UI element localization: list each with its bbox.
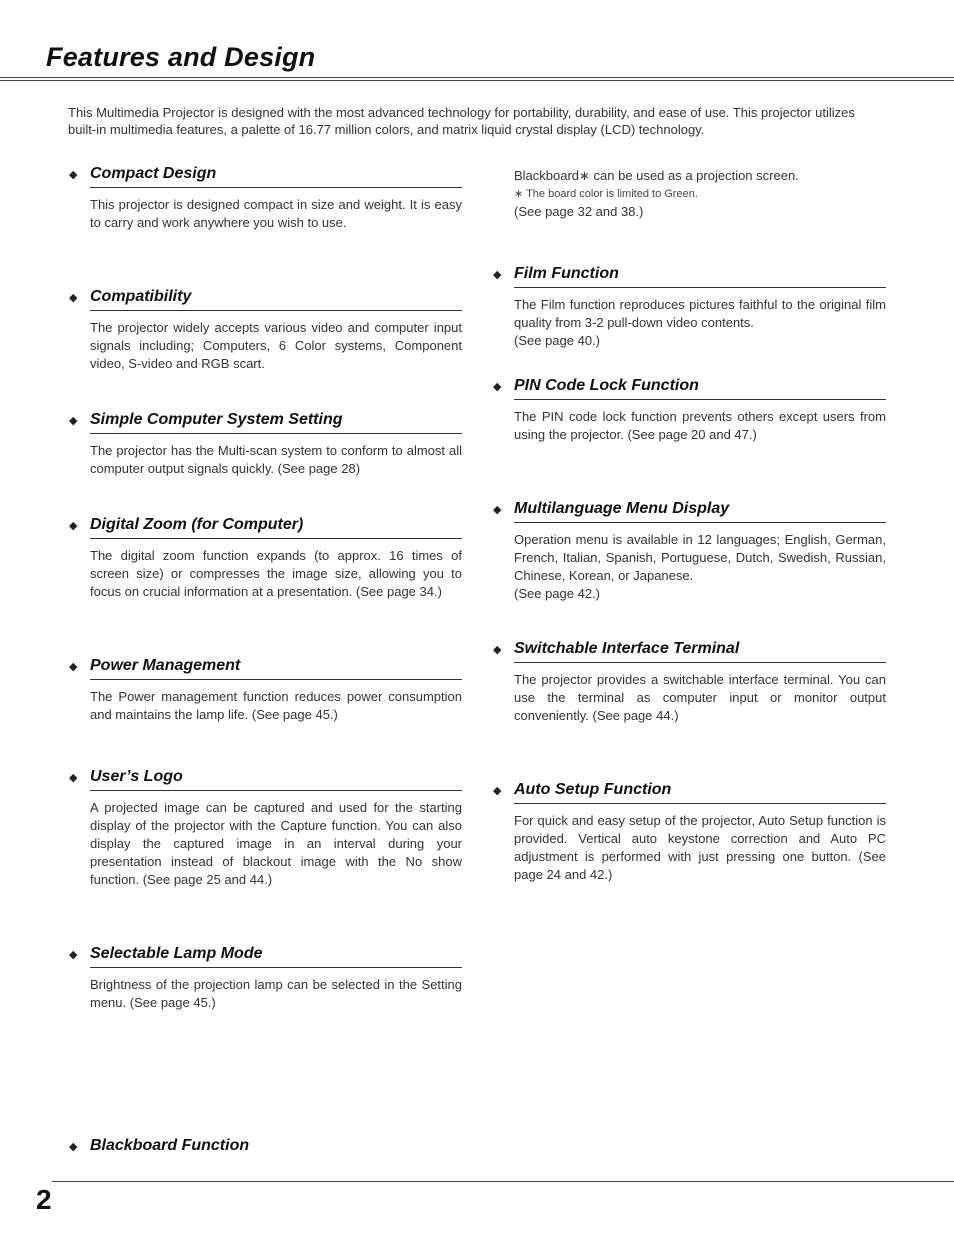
title-rule	[0, 77, 954, 78]
section-heading	[69, 657, 462, 680]
section-title: PIN Code Lock Function	[514, 377, 699, 394]
title-rule-double	[0, 80, 954, 81]
intro-paragraph: This Multimedia Projector is designed with the most advanced technology for portability, durability, and ease of use. This projector utilizes built-in multimedia features, a palette of 16.77 million colors, and matrix liquid crystal display (LCD) technology.	[68, 105, 855, 137]
section-body	[514, 296, 886, 350]
section-text: Operation menu is available in 12 languages; English, German, French, Italian, Spanish, Portuguese, Dutch, Swedish, Russian, Chinese, Korean, or Japanese.	[514, 532, 886, 583]
section-multilanguage-menu	[493, 500, 886, 603]
section-title: Blackboard Function	[90, 1137, 250, 1154]
section-title: Auto Setup Function	[514, 781, 672, 798]
section-title: User’s Logo	[90, 768, 183, 785]
bullet-diamond-icon: ◆	[69, 520, 78, 532]
page-number: 2	[36, 1184, 52, 1215]
section-body: The PIN code lock function prevents others except users from using the projector. (See page 20 and 47.)	[514, 409, 886, 442]
section-heading	[69, 945, 462, 968]
section-body: The projector has the Multi-scan system to conform to almost all computer output signals quickly. (See page 28)	[90, 443, 462, 476]
section-auto-setup	[493, 781, 886, 884]
section-reference: (See page 40.)	[514, 333, 601, 348]
section-power-management	[69, 657, 462, 724]
section-title: Film Function	[514, 265, 619, 282]
section-heading	[69, 411, 462, 434]
section-body: This projector is designed compact in size and weight. It is easy to carry and work anywhere you wish to use.	[90, 197, 462, 230]
section-film-function	[493, 265, 886, 350]
section-heading	[69, 165, 462, 188]
section-heading	[493, 265, 886, 288]
bullet-diamond-icon: ◆	[493, 644, 502, 656]
bullet-diamond-icon: ◆	[493, 381, 502, 393]
section-reference: (See page 42.)	[514, 586, 601, 601]
bullet-diamond-icon: ◆	[493, 269, 502, 281]
section-title: Simple Computer System Setting	[90, 411, 343, 428]
section-switchable-interface	[493, 640, 886, 725]
bullet-diamond-icon: ◆	[493, 785, 502, 797]
section-simple-computer-system-setting	[69, 411, 462, 478]
section-title: Multilanguage Menu Display	[514, 500, 730, 517]
section-title: Digital Zoom (for Computer)	[90, 516, 304, 533]
section-compact-design	[69, 165, 462, 232]
blackboard-reference: (See page 32 and 38.)	[514, 204, 644, 219]
section-pin-code-lock	[493, 377, 886, 444]
section-title: Compact Design	[90, 165, 217, 182]
section-body: The projector provides a switchable interface terminal. You can use the terminal as computer input or monitor output conveniently. (See page 44.)	[514, 672, 886, 723]
section-body: For quick and easy setup of the projector, Auto Setup function is provided. Vertical auto keystone correction and Auto PC adjustment is performed with just pressing one button. (See page 24 and 42.)	[514, 813, 886, 882]
section-heading	[69, 768, 462, 791]
page-title: Features and Design	[46, 42, 316, 72]
section-text: The Film function reproduces pictures faithful to the original film quality from 3-2 pull-down video contents.	[514, 297, 886, 330]
section-heading	[69, 1137, 462, 1159]
section-heading	[69, 516, 462, 539]
blackboard-note: ∗ The board color is limited to Green.	[514, 188, 698, 200]
section-body: The digital zoom function expands (to approx. 16 times of screen size) or compresses the image size, allowing you to focus on crucial information at a presentation. (See page 34.)	[90, 548, 462, 599]
bullet-diamond-icon: ◆	[493, 504, 502, 516]
blackboard-text: Blackboard∗ can be used as a projection screen.	[514, 168, 799, 183]
section-heading	[493, 640, 886, 663]
section-compatibility	[69, 288, 462, 373]
section-title: Switchable Interface Terminal	[514, 640, 740, 657]
section-body	[514, 531, 886, 603]
section-heading	[69, 288, 462, 311]
section-digital-zoom	[69, 516, 462, 601]
section-title: Selectable Lamp Mode	[90, 945, 263, 962]
bullet-diamond-icon: ◆	[69, 1141, 78, 1153]
section-body: The Power management function reduces power consumption and maintains the lamp life. (See page 45.)	[90, 689, 462, 722]
footer-rule	[52, 1181, 954, 1182]
section-users-logo	[69, 768, 462, 889]
section-selectable-lamp-mode	[69, 945, 462, 1012]
section-heading	[493, 377, 886, 400]
bullet-diamond-icon: ◆	[69, 661, 78, 673]
section-title: Compatibility	[90, 288, 192, 305]
section-heading	[493, 781, 886, 804]
section-blackboard-function	[69, 1137, 462, 1159]
section-body: Brightness of the projection lamp can be selected in the Setting menu. (See page 45.)	[90, 977, 462, 1010]
bullet-diamond-icon: ◆	[69, 772, 78, 784]
section-title: Power Management	[90, 657, 241, 674]
bullet-diamond-icon: ◆	[69, 169, 78, 181]
section-body: A projected image can be captured and used for the starting display of the projector with the Capture function. You can also display the captured image in an interval during your presentation instead of blackout image with the No show function. (See page 25 and 44.)	[90, 800, 462, 887]
blackboard-continuation	[514, 167, 886, 221]
section-body: The projector widely accepts various video and computer input signals including; Computers, 6 Color systems, Component video, S-video and RGB scart.	[90, 320, 462, 371]
section-heading	[493, 500, 886, 523]
bullet-diamond-icon: ◆	[69, 415, 78, 427]
bullet-diamond-icon: ◆	[69, 949, 78, 961]
bullet-diamond-icon: ◆	[69, 292, 78, 304]
